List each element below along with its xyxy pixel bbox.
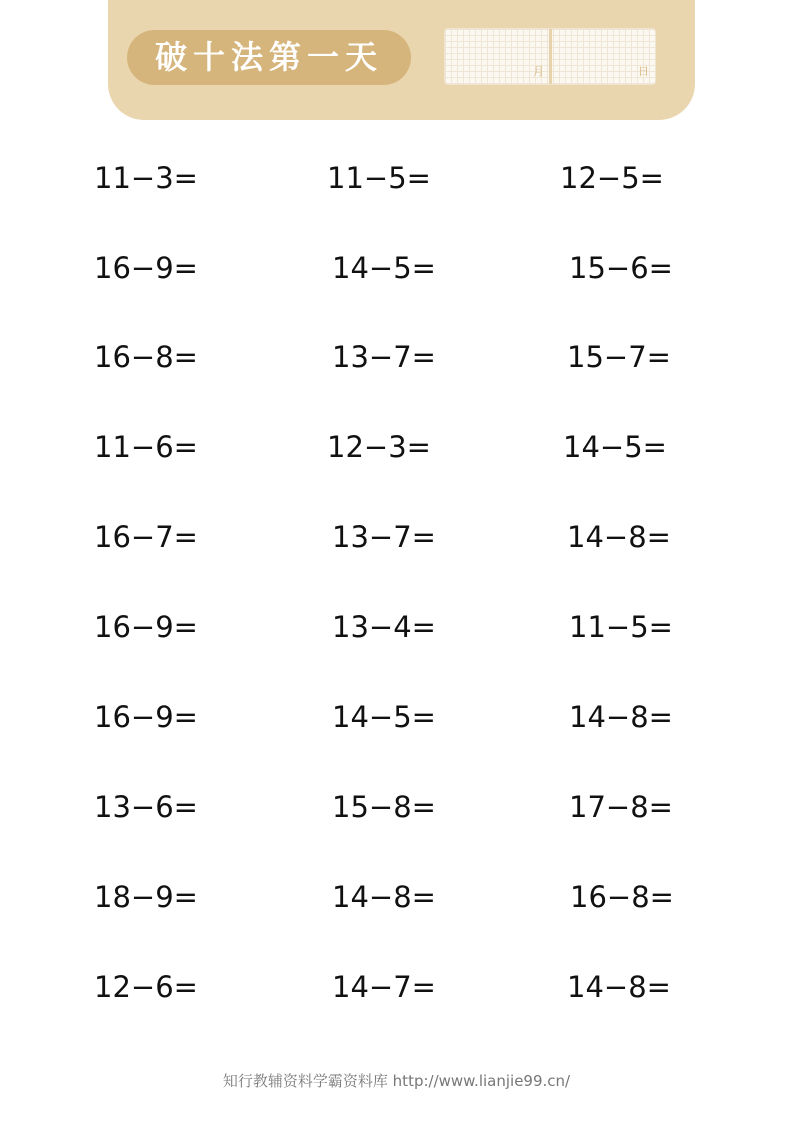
problem-item: 16−9=: [94, 610, 198, 644]
problem-item: 13−7=: [332, 520, 436, 554]
problem-item: 14−5=: [332, 251, 436, 285]
problem-item: 13−4=: [332, 610, 436, 644]
problem-item: 14−5=: [332, 700, 436, 734]
problem-item: 12−3=: [327, 430, 431, 464]
problem-item: 16−7=: [94, 520, 198, 554]
day-label: 日: [638, 65, 649, 78]
problem-item: 13−7=: [332, 340, 436, 374]
problem-item: 16−9=: [94, 251, 198, 285]
problem-item: 14−5=: [563, 430, 667, 464]
problem-item: 14−8=: [332, 880, 436, 914]
problem-item: 15−7=: [567, 340, 671, 374]
problem-item: 14−8=: [567, 520, 671, 554]
problem-item: 15−8=: [332, 790, 436, 824]
problem-item: 12−6=: [94, 970, 198, 1004]
month-label: 月: [533, 65, 544, 78]
problem-item: 11−5=: [569, 610, 673, 644]
problem-item: 14−7=: [332, 970, 436, 1004]
problem-item: 14−8=: [567, 970, 671, 1004]
date-divider: [549, 29, 552, 84]
problem-item: 15−6=: [569, 251, 673, 285]
footer-source: 知行教辅资料学霸资料库 http://www.lianjie99.cn/: [222, 1072, 571, 1090]
problem-item: 17−8=: [569, 790, 673, 824]
page-title: 破十法第一天: [127, 30, 411, 85]
problem-item: 16−8=: [570, 880, 674, 914]
problem-item: 13−6=: [94, 790, 198, 824]
problem-item: 18−9=: [94, 880, 198, 914]
problem-item: 16−9=: [94, 700, 198, 734]
problem-item: 16−8=: [94, 340, 198, 374]
problem-item: 11−3=: [94, 161, 198, 195]
date-box: [444, 28, 656, 85]
problem-item: 12−5=: [560, 161, 664, 195]
problem-item: 14−8=: [569, 700, 673, 734]
problem-item: 11−6=: [94, 430, 198, 464]
problem-item: 11−5=: [327, 161, 431, 195]
